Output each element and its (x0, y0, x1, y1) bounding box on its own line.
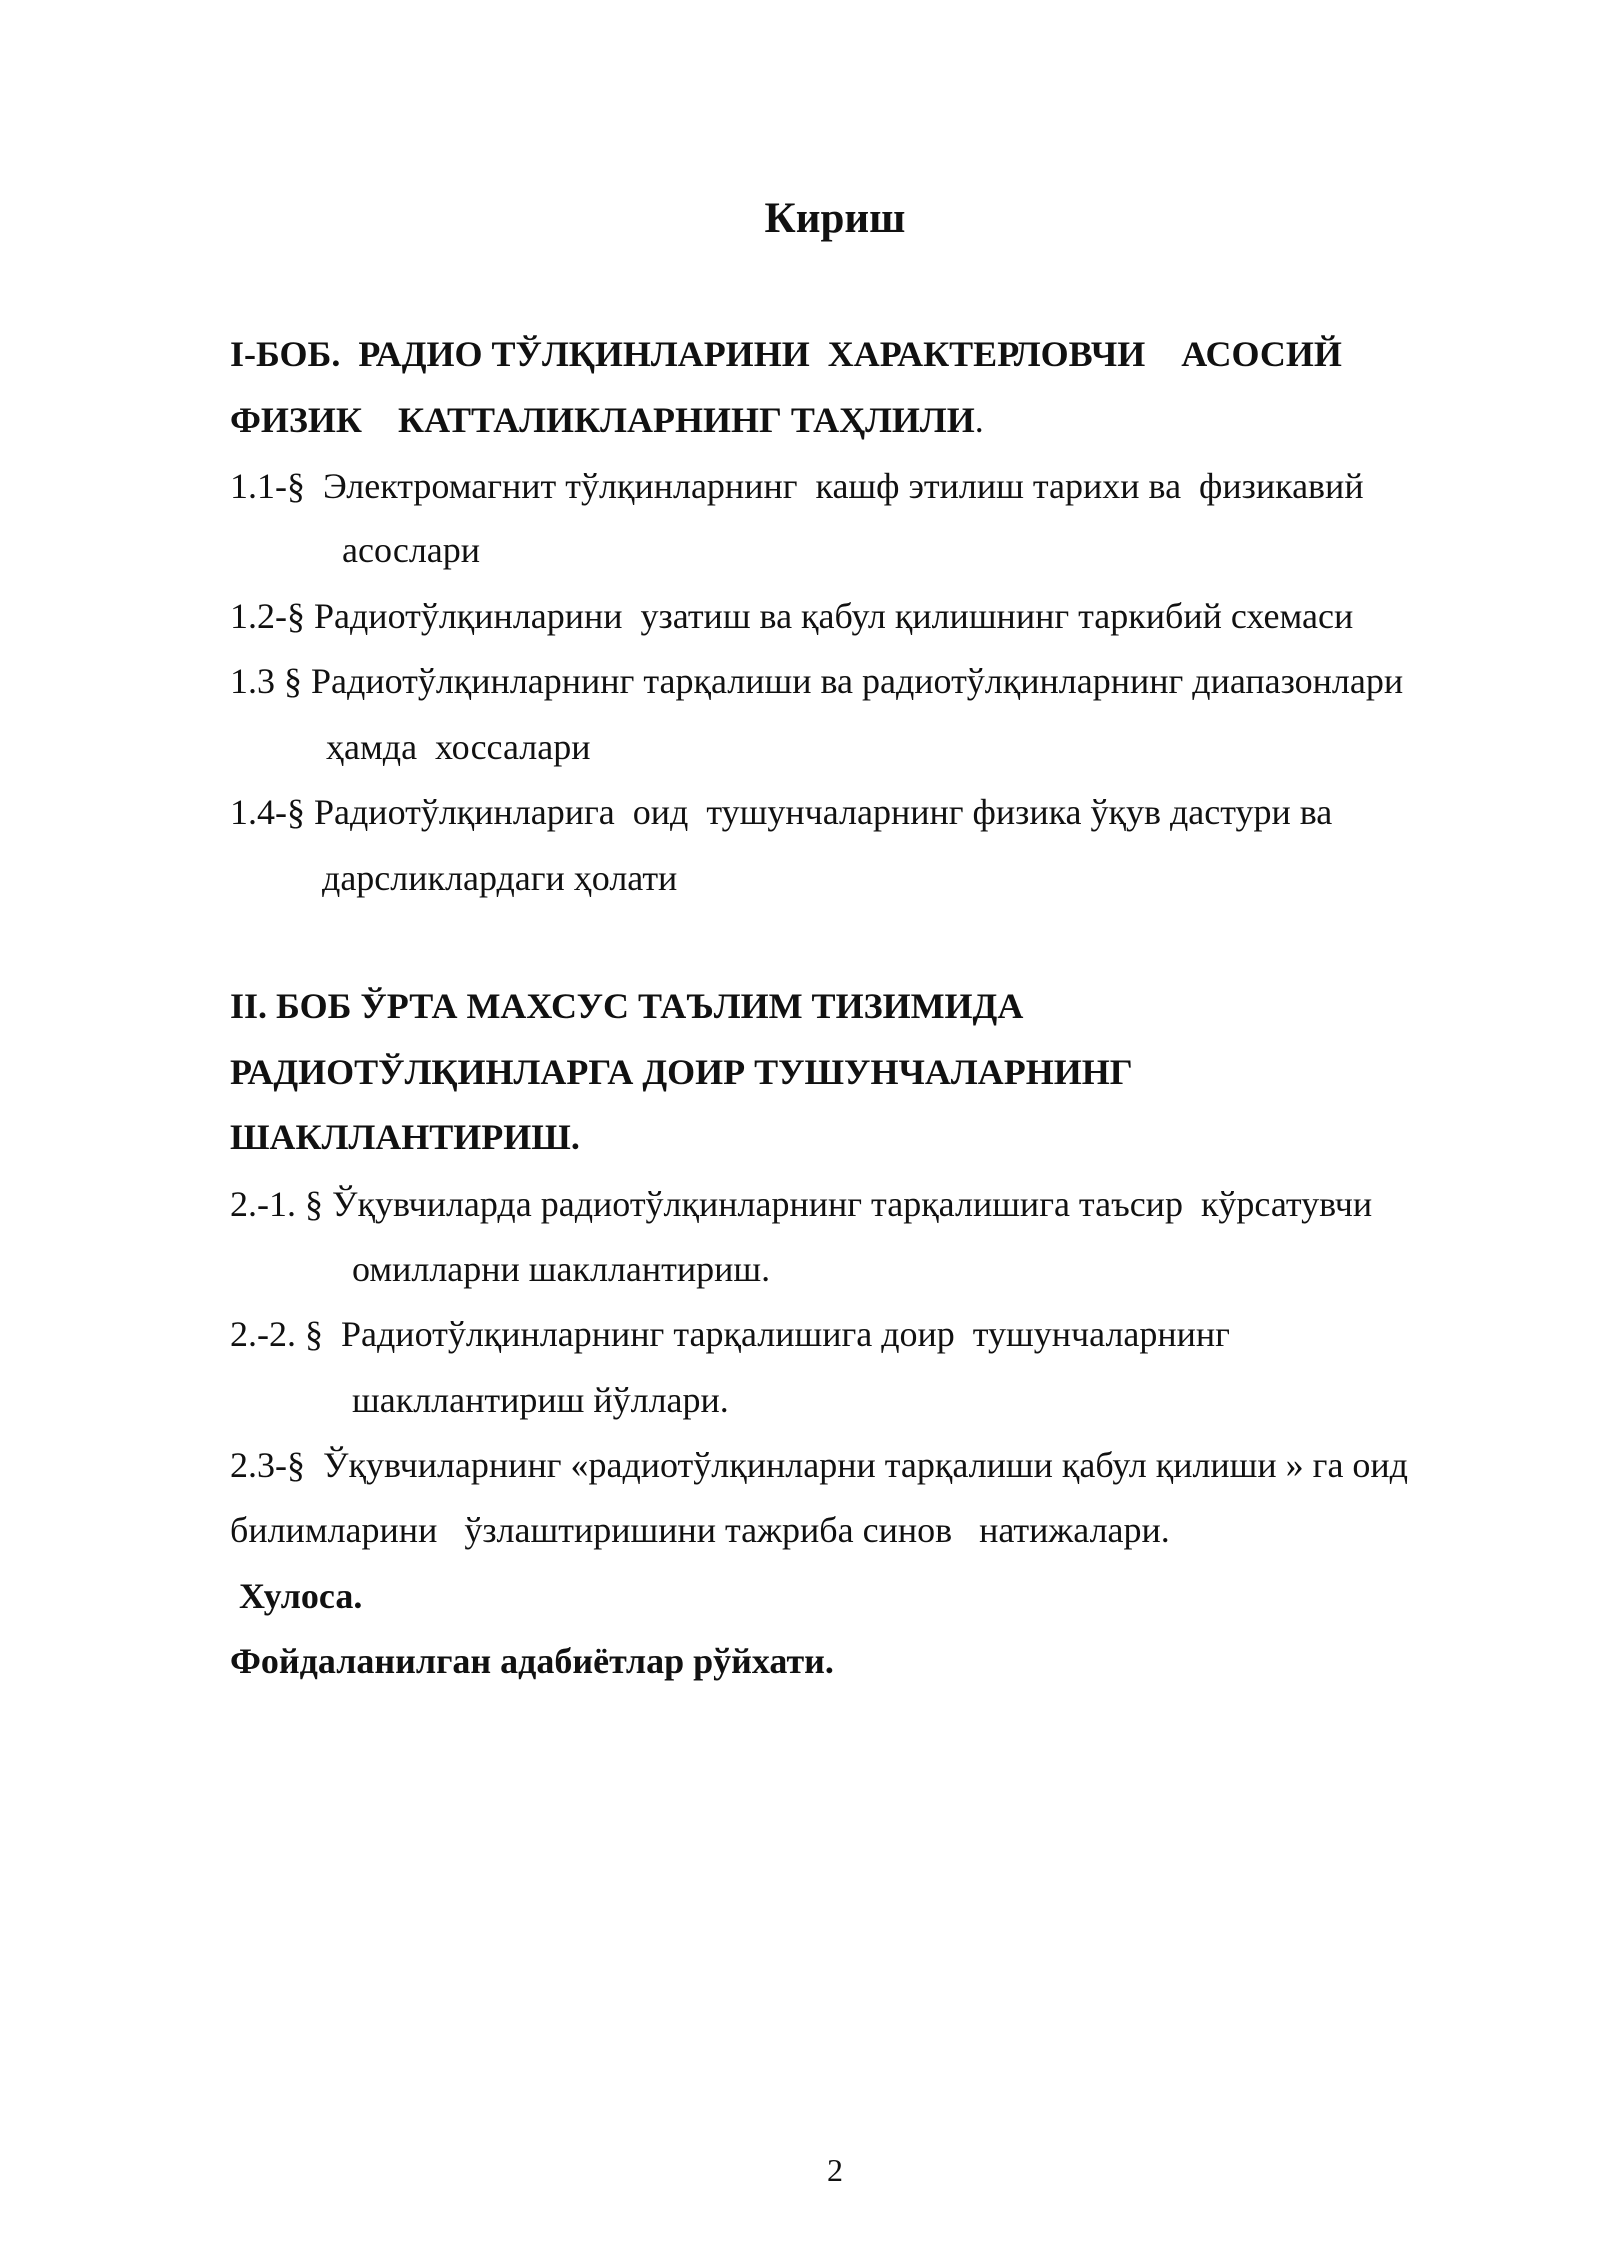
toc-item-1-1-line1: 1.1-§ Электромагнит тўлқинларнинг кашф этилиш тарихи ва физикавий (230, 466, 1364, 506)
toc-item-2-2-line1: 2.-2. § Радиотўлқинларнинг тарқалишига доир тушунчаларнинг (230, 1314, 1230, 1354)
toc-item-1-4-line1: 1.4-§ Радиотўлқинларига оид тушунчаларнинг физика ўқув дастури ва (230, 792, 1333, 832)
conclusion-heading: Хулоса. (230, 1576, 363, 1616)
toc-item-2-1-line1: 2.-1. § Ўқувчиларда радиотўлқинларнинг тарқалишига таъсир кўрсатувчи (230, 1184, 1373, 1224)
toc-item-2-3-line1: 2.3-§ Ўқувчиларнинг «радиотўлқинларни тарқалиши қабул қилиши » га оид (230, 1445, 1408, 1485)
chapter1-heading-line2: ФИЗИК КАТТАЛИКЛАРНИНГ ТАҲЛИЛИ (230, 400, 975, 440)
toc-item-1-1-line2: асослари (342, 530, 481, 570)
toc-item-1-3-line2: ҳамда хоссалари (326, 727, 591, 767)
toc-item-1-2-line1: 1.2-§ Радиотўлқинларини узатиш ва қабул қилишнинг таркибий схемаси (230, 596, 1354, 636)
references-heading: Фойдаланилган адабиётлар рўйхати. (230, 1641, 834, 1681)
toc-item-1-3-line1: 1.3 § Радиотўлқинларнинг тарқалиши ва радиотўлқинларнинг диапазонлари (230, 661, 1404, 701)
toc-item-2-2-line2: шакллантириш йўллари. (352, 1380, 729, 1420)
toc-item-2-1-line2: омилларни шакллантириш. (352, 1249, 771, 1289)
toc-item-1-4-line2: дарсликлардаги ҳолати (322, 858, 678, 898)
chapter2-heading-line3: ШАКЛЛАНТИРИШ. (230, 1117, 580, 1157)
chapter1-heading-period: . (974, 400, 984, 440)
toc-item-2-3-line2: билимларини ўзлаштиришини тажриба синов натижалари. (230, 1510, 1170, 1550)
chapter1-heading-line1: I-БОБ. РАДИО ТЎЛҚИНЛАРИНИ ХАРАКТЕРЛОВЧИ АСОСИЙ (230, 334, 1342, 374)
page-number: 2 (827, 2152, 843, 2188)
chapter2-heading-line2: РАДИОТЎЛҚИНЛАРГА ДОИР ТУШУНЧАЛАРНИНГ (230, 1052, 1133, 1092)
document-title: Кириш (764, 195, 906, 242)
chapter1-heading-line2-wrap (230, 402, 984, 438)
chapter2-heading-line1: II. БОБ ЎРТА МАХСУС ТАЪЛИМ ТИЗИМИДА (230, 986, 1024, 1026)
